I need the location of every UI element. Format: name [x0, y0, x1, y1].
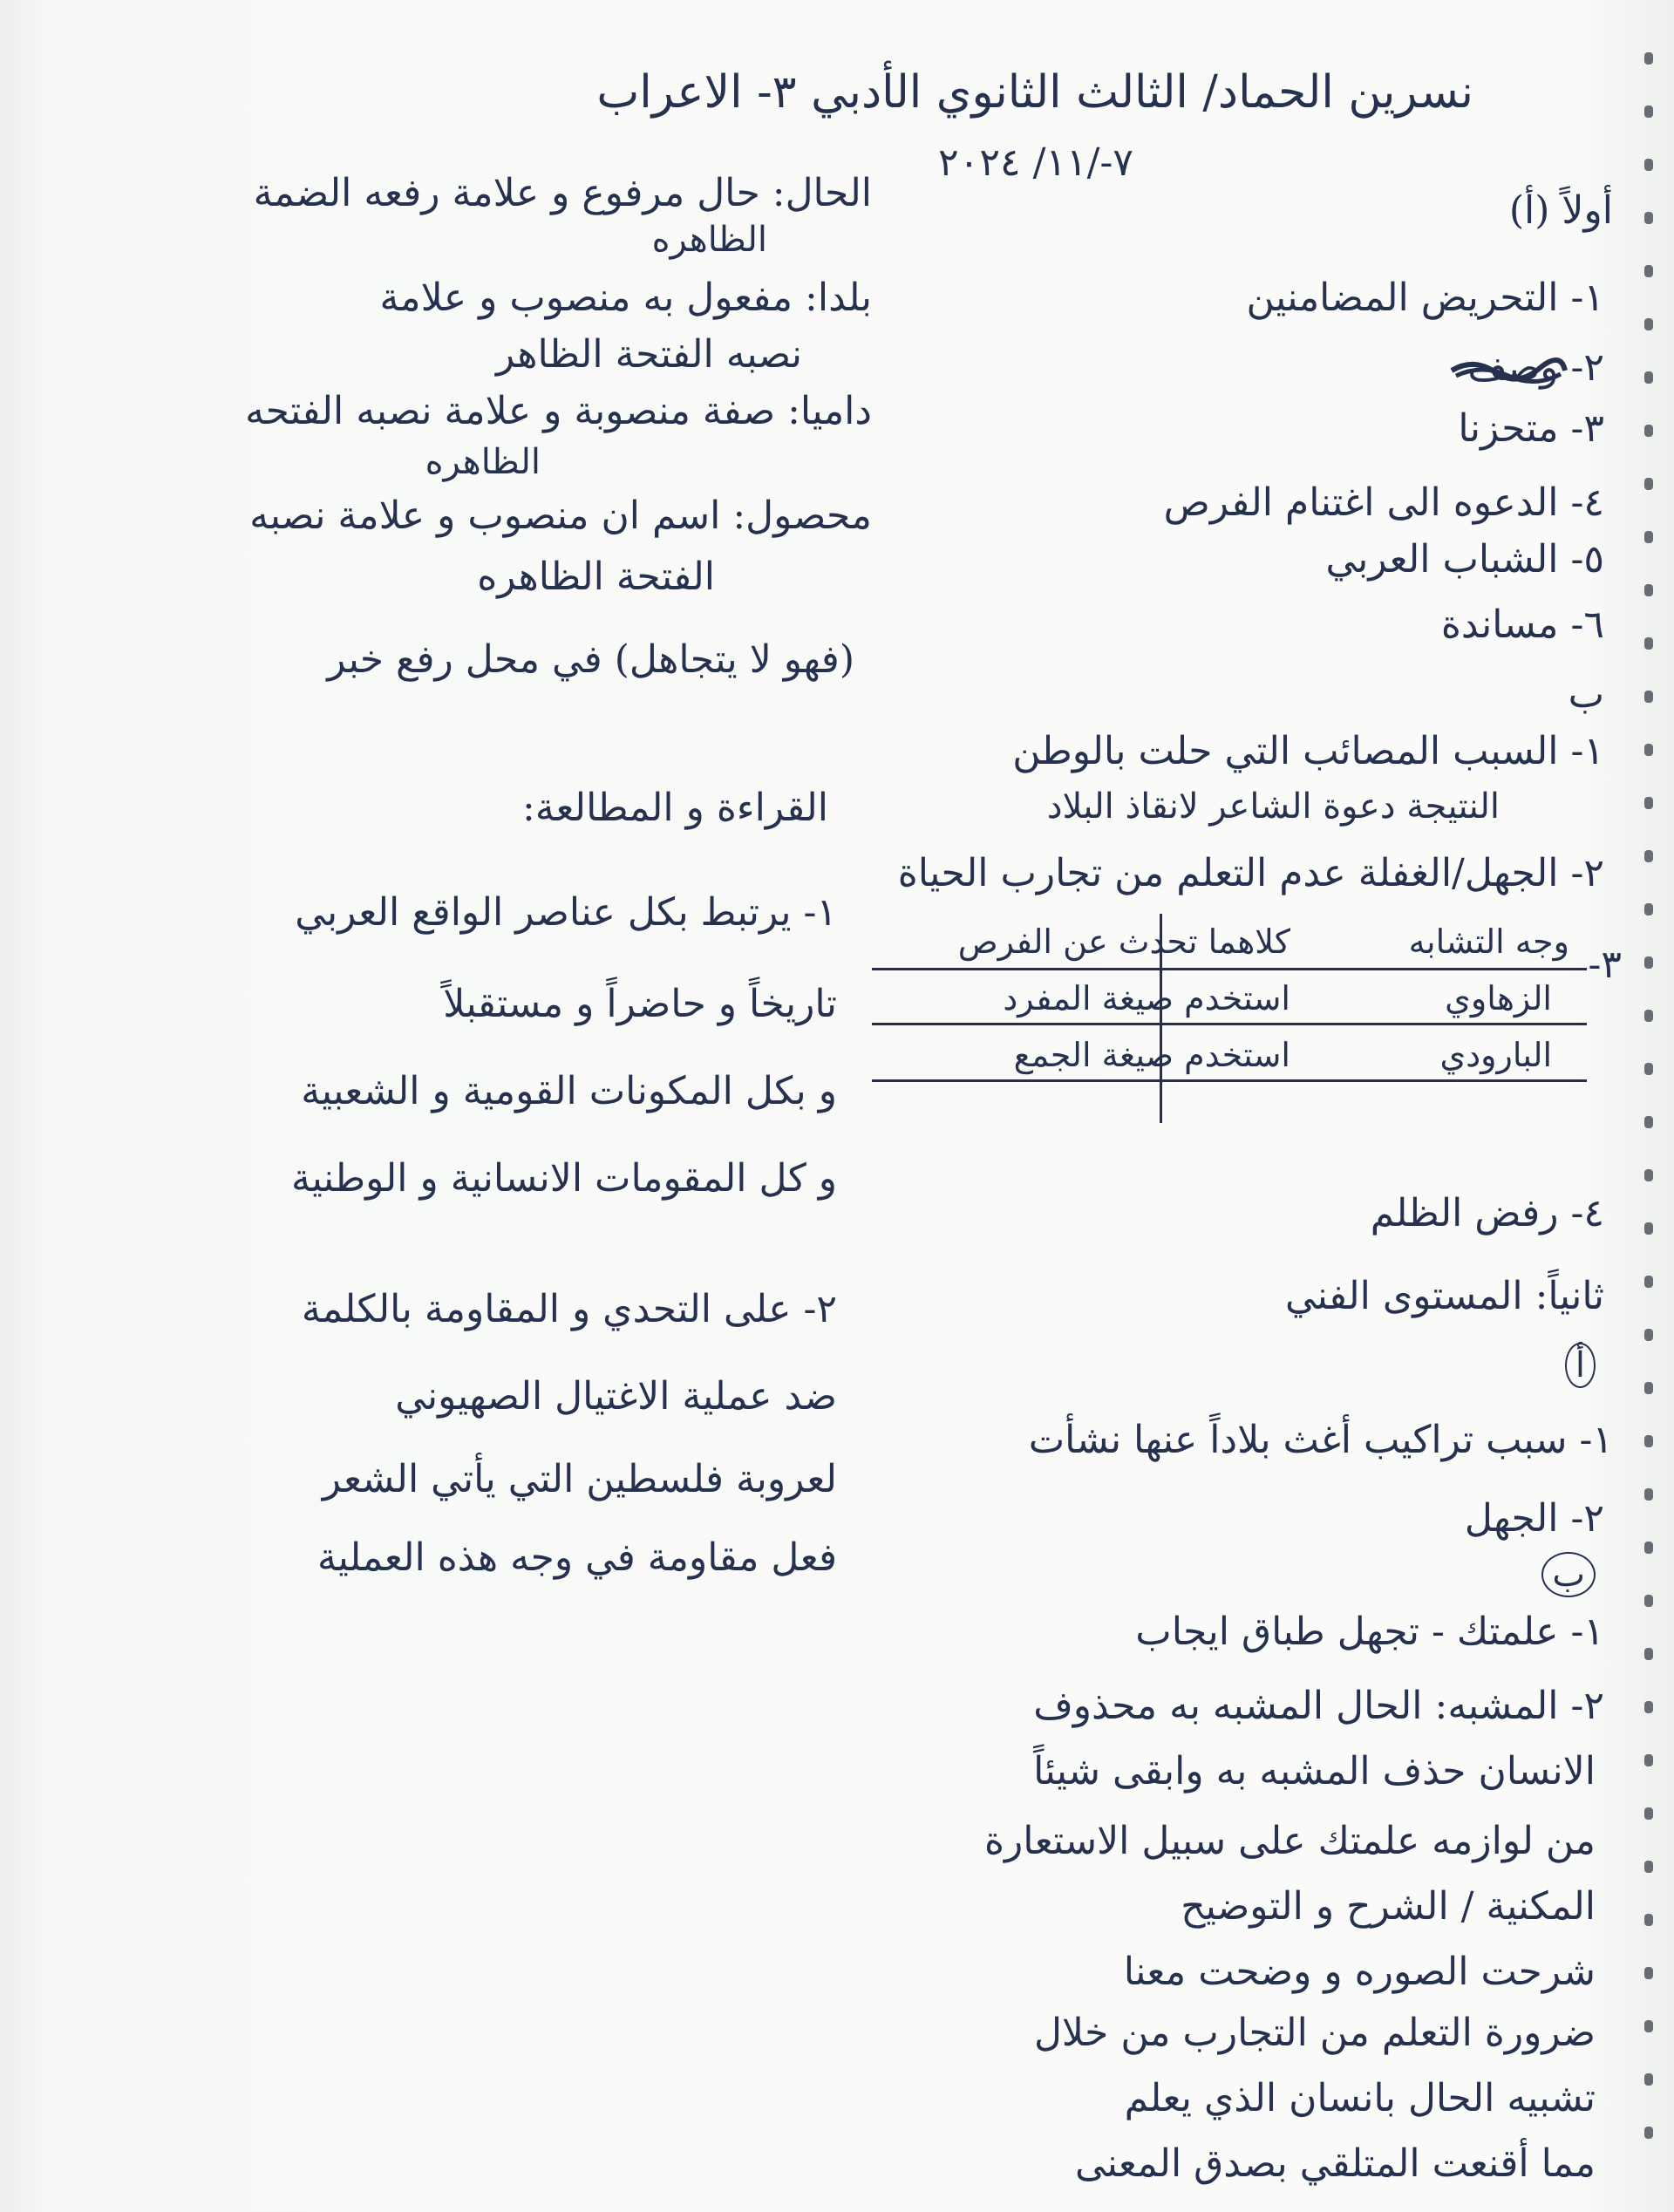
- spiral-hole: [1644, 637, 1653, 650]
- table-divider: [872, 1079, 1587, 1082]
- item-b-4: ٤- رفض الظلم: [1370, 1191, 1604, 1235]
- section-two-b-text: ب: [1541, 1552, 1596, 1597]
- spiral-hole: [1644, 1382, 1653, 1394]
- item-a-3: ٣- متحزنا: [1458, 406, 1604, 451]
- table-cell: استخدم صيغة الجمع: [1013, 1036, 1290, 1074]
- spiral-hole: [1644, 1648, 1653, 1660]
- item-b-1: ١- السبب المصائب التي حلت بالوطن: [1012, 729, 1604, 773]
- spiral-hole: [1644, 1542, 1653, 1554]
- spiral-binding: [1623, 52, 1658, 2197]
- table-divider: [872, 1023, 1587, 1025]
- header-line: نسرين الحماد/ الثالث الثانوي الأدبي ٣- الاعراب: [596, 66, 1473, 119]
- spiral-hole: [1644, 584, 1653, 596]
- left-line-6: الظاهره: [425, 442, 541, 482]
- spiral-hole: [1644, 691, 1653, 703]
- reading-line-7: لعروبة فلسطين التي يأتي الشعر: [322, 1457, 837, 1501]
- left-line-5: داميا: صفة منصوبة و علامة نصبه الفتحه: [245, 389, 872, 433]
- spiral-hole: [1644, 531, 1653, 543]
- spiral-hole: [1644, 425, 1653, 437]
- spiral-hole: [1644, 318, 1653, 330]
- sec2-b-item-6: شرحت الصوره و وضحت معنا: [1123, 1950, 1596, 1994]
- spiral-hole: [1644, 2073, 1653, 2086]
- spiral-hole: [1644, 744, 1653, 756]
- sec2-item-2: ٢- الجهل: [1464, 1496, 1604, 1541]
- left-line-4: نصبه الفتحة الظاهر: [495, 332, 802, 377]
- spiral-hole: [1644, 1063, 1653, 1075]
- spiral-hole: [1644, 265, 1653, 277]
- sec2-b-item-8: تشبيه الحال بانسان الذي يعلم: [1124, 2076, 1596, 2120]
- spiral-hole: [1644, 1435, 1653, 1447]
- sec2-b-item-9: مما أقنعت المتلقي بصدق المعنى: [1074, 2141, 1596, 2186]
- section-b-label: ب: [1568, 672, 1604, 717]
- spiral-hole: [1644, 1116, 1653, 1128]
- table-cell: البارودي: [1439, 1036, 1552, 1074]
- spiral-hole: [1644, 478, 1653, 490]
- spiral-hole: [1644, 850, 1653, 862]
- left-line-3: بلدا: مفعول به منصوب و علامة: [379, 276, 872, 320]
- item-a-6: ٦- مساندة: [1440, 602, 1604, 647]
- left-line-9: (فهو لا يتجاهل) في محل رفع خبر: [327, 637, 854, 682]
- spiral-hole: [1644, 2127, 1653, 2139]
- section-two-heading: ثانياً: المستوى الفني: [1285, 1274, 1604, 1318]
- spiral-hole: [1644, 1276, 1653, 1288]
- spiral-hole: [1644, 1967, 1653, 1979]
- item-b-2: ٢- الجهل/الغفلة عدم التعلم من تجارب الحياة: [897, 851, 1604, 895]
- reading-line-4: و كل المقومات الانسانية و الوطنية: [290, 1156, 837, 1201]
- table-cell: وجه التشابه: [1408, 922, 1569, 961]
- spiral-hole: [1644, 1754, 1653, 1766]
- table-divider: [872, 968, 1587, 970]
- spiral-hole: [1644, 1222, 1653, 1235]
- left-line-1: الحال: حال مرفوع و علامة رفعه الضمة: [253, 171, 872, 215]
- sec2-b-item-5: المكنية / الشرح و التوضيح: [1181, 1884, 1596, 1929]
- spiral-hole: [1644, 212, 1653, 224]
- header-date: ٧-/١١/ ٢٠٢٤: [938, 140, 1133, 185]
- sec2-b-item-7: ضرورة التعلم من التجارب من خلال: [1033, 2011, 1596, 2055]
- comparison-table: [872, 914, 1587, 1123]
- spiral-hole: [1644, 956, 1653, 969]
- sec2-b-item-4: من لوازمه علمتك على سبيل الاستعارة: [983, 1819, 1596, 1863]
- spiral-hole: [1644, 1488, 1653, 1501]
- reading-line-5: ٢- على التحدي و المقاومة بالكلمة: [301, 1287, 837, 1331]
- spiral-hole: [1644, 1861, 1653, 1873]
- sec2-b-item-3: الانسان حذف المشبه به وابقى شيئاً: [1033, 1749, 1596, 1793]
- spiral-hole: [1644, 371, 1653, 384]
- section-one-text: أولاً (أ): [1508, 188, 1613, 233]
- spiral-hole: [1644, 1329, 1653, 1341]
- spiral-hole: [1644, 159, 1653, 171]
- spiral-hole: [1644, 1010, 1653, 1022]
- reading-line-3: و بكل المكونات القومية و الشعبية: [301, 1069, 837, 1113]
- item-a-2: ٢- وصف: [1467, 345, 1604, 390]
- item-a-5: ٥- الشباب العربي: [1325, 537, 1604, 582]
- section-two-a-text: أ: [1565, 1343, 1596, 1388]
- spiral-hole: [1644, 52, 1653, 65]
- spiral-hole: [1644, 1807, 1653, 1820]
- spiral-hole: [1644, 1595, 1653, 1607]
- table-cell: استخدم صيغة المفرد: [1003, 979, 1290, 1018]
- sec2-b-item-2: ٢- المشبه: الحال المشبه به محذوف: [1033, 1684, 1604, 1728]
- item-a-1: ١- التحريض المضامنين: [1246, 276, 1604, 320]
- reading-line-6: ضد عملية الاغتيال الصهيوني: [395, 1374, 837, 1419]
- spiral-hole: [1644, 797, 1653, 809]
- item-b-1-result: النتيجة دعوة الشاعر لانقاذ البلاد: [1046, 786, 1500, 827]
- scribble-mark: [1447, 353, 1569, 388]
- table-cell: كلاهما تحدث عن الفرص: [957, 922, 1290, 961]
- reading-line-1: ١- يرتبط بكل عناصر الواقع العربي: [295, 890, 837, 935]
- section-one-label: [1508, 188, 1613, 233]
- reading-line-8: فعل مقاومة في وجه هذه العملية: [317, 1535, 837, 1580]
- spiral-hole: [1644, 105, 1653, 118]
- spiral-hole: [1644, 1169, 1653, 1181]
- item-b-3-num: ٣-: [1588, 943, 1622, 987]
- left-line-7: محصول: اسم ان منصوب و علامة نصبه: [249, 493, 872, 538]
- section-two-b: [1541, 1552, 1596, 1597]
- left-line-2: الظاهره: [651, 220, 767, 260]
- reading-heading: القراءة و المطالعة:: [522, 786, 828, 830]
- spiral-hole: [1644, 1701, 1653, 1713]
- sec2-b-item-1: ١- علمتك - تجهل طباق ايجاب: [1135, 1610, 1604, 1654]
- item-a-4: ٤- الدعوه الى اغتنام الفرص: [1163, 480, 1604, 525]
- spiral-hole: [1644, 903, 1653, 915]
- left-line-8: الفتحة الظاهره: [477, 555, 715, 599]
- reading-line-2: تاريخاً و حاضراً و مستقبلاً: [443, 982, 837, 1026]
- spiral-hole: [1644, 2020, 1653, 2032]
- section-two-a: [1565, 1343, 1596, 1388]
- sec2-item-1: ١- سبب تراكيب أغث بلاداً عنها نشأت: [1028, 1418, 1613, 1462]
- table-cell: الزهاوي: [1445, 979, 1552, 1018]
- spiral-hole: [1644, 1914, 1653, 1926]
